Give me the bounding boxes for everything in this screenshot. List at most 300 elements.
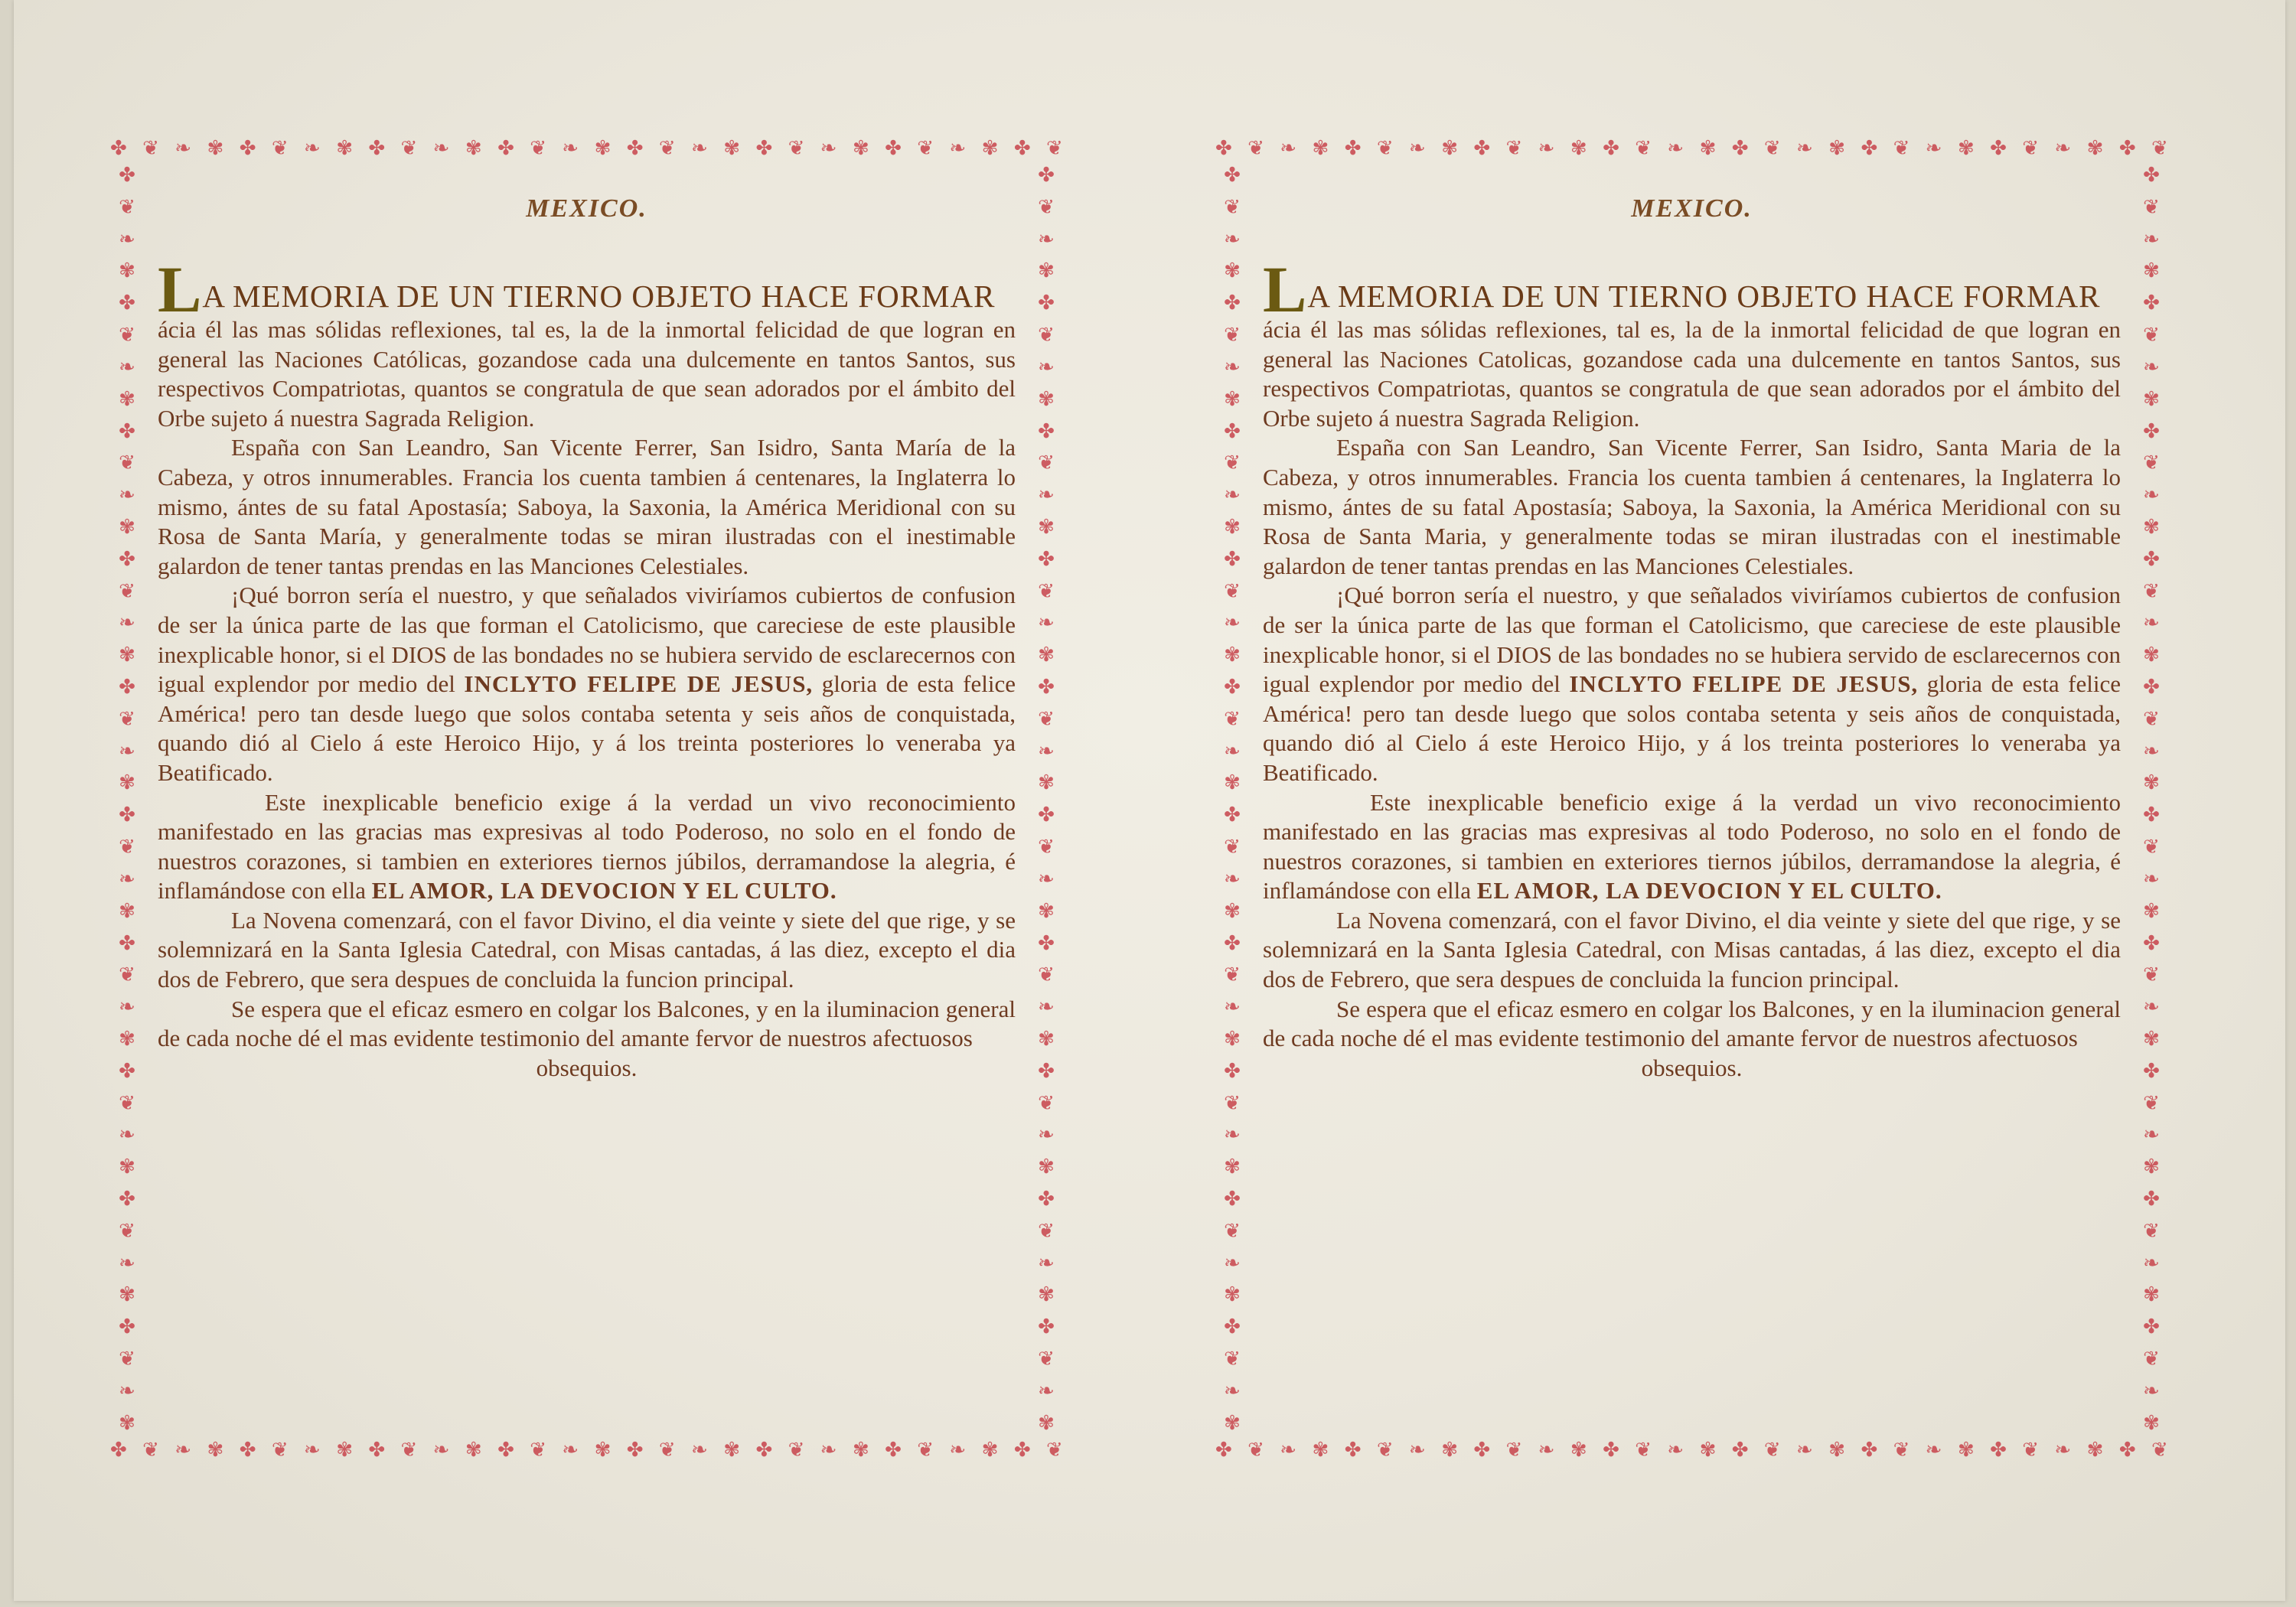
fleuron-ornament-icon: ✾ [1224,644,1241,667]
fleuron-ornament-icon: ✤ [239,137,256,160]
fleuron-ornament-icon: ❦ [119,195,135,219]
fleuron-ornament-icon: ❦ [1635,137,1652,160]
paragraph-5: La Novena comenzará, con el favor Divino, el dia veinte y siete del que rige, y se solemnizará en la Santa Iglesia Catedral, con Misas cantadas, á las diez, excepto el dia dos de Febrero, que sera despues de concluida la funcion principal. [158,906,1016,993]
fleuron-ornament-icon: ✾ [1224,1411,1241,1433]
fleuron-ornament-icon: ❧ [2143,1251,2160,1275]
fleuron-ornament-icon: ❦ [1505,1439,1523,1462]
fleuron-ornament-icon: ❦ [1038,1348,1055,1371]
fleuron-ornament-icon: ❦ [2143,451,2160,475]
fleuron-ornament-icon: ❦ [788,1439,805,1462]
fleuron-ornament-icon: ❦ [1224,579,1241,603]
fleuron-ornament-icon: ✤ [119,292,135,315]
fleuron-ornament-icon: ❧ [1038,227,1055,251]
fleuron-ornament-icon: ❦ [271,137,289,160]
fleuron-ornament-icon: ✾ [2143,1027,2160,1051]
fleuron-ornament-icon: ❧ [432,1439,450,1462]
fleuron-ornament-icon: ✾ [2086,137,2104,160]
fleuron-ornament-icon: ❧ [1224,867,1241,891]
fleuron-ornament-icon: ❧ [2143,739,2160,763]
fleuron-ornament-icon: ❦ [400,1439,418,1462]
fleuron-ornament-icon: ❧ [1224,739,1241,763]
fleuron-ornament-icon: ❧ [820,1439,837,1462]
fleuron-ornament-icon: ❧ [562,1439,579,1462]
fleuron-ornament-icon: ✤ [1224,804,1241,827]
fleuron-ornament-icon: ❧ [691,1439,708,1462]
fleuron-ornament-icon: ❧ [119,611,135,635]
fleuron-ornament-icon: ✤ [1224,1315,1241,1339]
fleuron-ornament-icon: ✤ [2143,804,2160,827]
fleuron-ornament-icon: ✾ [1038,1027,1055,1051]
fleuron-ornament-icon: ✾ [1224,515,1241,539]
fleuron-ornament-icon: ❦ [1224,1348,1241,1371]
fleuron-ornament-icon: ✾ [1570,1439,1587,1462]
fleuron-ornament-icon: ❧ [1038,1123,1055,1147]
fleuron-ornament-icon: ✤ [1603,137,1619,160]
fleuron-ornament-icon: ✾ [2143,771,2160,795]
fleuron-ornament-icon: ❧ [2143,1123,2160,1147]
fleuron-ornament-icon: ✾ [1224,1283,1241,1307]
fleuron-ornament-icon: ✤ [2143,931,2160,955]
fleuron-ornament-icon: ✤ [368,1439,386,1462]
fleuron-ornament-icon: ❦ [2143,1091,2160,1115]
fleuron-ornament-icon: ❧ [2143,611,2160,635]
fleuron-ornament-icon: ✾ [1699,137,1717,160]
fleuron-ornament-icon: ❧ [1038,484,1055,507]
fleuron-ornament-icon: ❦ [2143,836,2160,859]
fleuron-ornament-icon: ❦ [2151,137,2168,160]
fleuron-ornament-icon: ✾ [119,515,135,539]
paragraph-3-end: gloria de esta felice América! pero tan desde luego que solos contaba setenta y seis años de conquistada, quando dió al Cielo á este Heroico Hijo, y á los treinta posteriores lo veneraba ya Beatificado. [158,670,1016,786]
fleuron-ornament-icon: ✤ [497,137,514,160]
fleuron-ornament-icon: ✤ [1038,1059,1055,1083]
fleuron-ornament-icon: ✾ [207,1439,224,1462]
fleuron-ornament-icon: ❦ [1045,1439,1063,1462]
fleuron-ornament-icon: ❧ [119,484,135,507]
paragraph-3-end: gloria de esta felice América! pero tan desde luego que solos contaba setenta y seis años de conquistada, quando dió al Cielo á este Heroico Hijo, y á los treinta posteriores lo veneraba ya Beatificado. [1263,670,2121,786]
fleuron-ornament-icon: ❧ [1038,1251,1055,1275]
fleuron-ornament-icon: ❧ [2143,867,2160,891]
fleuron-ornament-icon: ❦ [917,137,934,160]
fleuron-ornament-icon: ❦ [917,1439,934,1462]
ornament-border-right [1029,165,1063,1433]
fleuron-ornament-icon: ✤ [368,137,386,160]
fleuron-ornament-icon: ✤ [1731,1439,1749,1462]
fleuron-ornament-icon: ✾ [2143,1283,2160,1307]
fleuron-ornament-icon: ❧ [1038,1379,1055,1403]
fleuron-ornament-icon: ✤ [1038,292,1055,315]
fleuron-ornament-icon: ❧ [304,1439,321,1462]
fleuron-ornament-icon: ❧ [2143,227,2160,251]
fleuron-ornament-icon: ✤ [1038,1188,1055,1211]
fleuron-ornament-icon: ✤ [1224,292,1241,315]
fleuron-ornament-icon: ❧ [2143,355,2160,379]
fleuron-ornament-icon: ❧ [119,1123,135,1147]
fleuron-ornament-icon: ✾ [207,137,224,160]
fleuron-ornament-icon: ❧ [562,137,579,160]
paragraph-3 [1263,581,2121,787]
fleuron-ornament-icon: ✾ [119,1283,135,1307]
paragraph-4 [1263,788,2121,906]
fleuron-ornament-icon: ❦ [1224,324,1241,347]
paragraph-1: ácia él las mas sólidas reflexiones, tal es, la de la inmortal felicidad de que logran en general las Naciones Catolicas, gozandose cada una dulcemente en tantos Santos, sus respectivos Compatriotas, quantos se congratula de que sean adorados por el ámbito del Orbe sujeto á nuestra Sagrada Religion. [1263,316,2121,432]
fleuron-ornament-icon: ❧ [1224,227,1241,251]
fleuron-ornament-icon: ❦ [1376,1439,1394,1462]
fleuron-ornament-icon: ❦ [1038,1219,1055,1243]
fleuron-ornament-icon: ❧ [1409,1439,1426,1462]
fleuron-ornament-icon: ❧ [2054,1439,2072,1462]
fleuron-ornament-icon: ✤ [755,137,773,160]
fleuron-ornament-icon: ✾ [1038,1411,1055,1433]
fleuron-ornament-icon: ❦ [2022,1439,2040,1462]
fleuron-ornament-icon: ✤ [1215,1439,1232,1462]
fleuron-ornament-icon: ❦ [2143,1219,2160,1243]
fleuron-ornament-icon: ✤ [119,1059,135,1083]
fleuron-ornament-icon: ✤ [1224,931,1241,955]
fleuron-ornament-icon: ✾ [465,1439,482,1462]
fleuron-ornament-icon: ❦ [1038,836,1055,859]
fleuron-ornament-icon: ✤ [239,1439,256,1462]
fleuron-ornament-icon: ✾ [1828,1439,1846,1462]
fleuron-ornament-icon: ❦ [1893,137,1910,160]
fleuron-ornament-icon: ❧ [119,1251,135,1275]
fleuron-ornament-icon: ❦ [1038,324,1055,347]
fleuron-ornament-icon: ❦ [1247,137,1264,160]
fleuron-ornament-icon: ✤ [2143,1315,2160,1339]
fleuron-ornament-icon: ✾ [981,1439,999,1462]
fleuron-ornament-icon: ✤ [1990,1439,2007,1462]
fleuron-ornament-icon: ✾ [1224,1027,1241,1051]
fleuron-ornament-icon: ❧ [1038,996,1055,1019]
fleuron-ornament-icon: ❦ [2143,707,2160,731]
fleuron-ornament-icon: ✾ [2143,515,2160,539]
fleuron-ornament-icon: ❧ [432,137,450,160]
leaf-right [1215,132,2168,1467]
fleuron-ornament-icon: ✤ [1731,137,1749,160]
fleuron-ornament-icon: ❦ [2143,195,2160,219]
fleuron-ornament-icon: ✤ [110,1439,127,1462]
fleuron-ornament-icon: ✾ [465,137,482,160]
fleuron-ornament-icon: ✾ [336,1439,353,1462]
fleuron-ornament-icon: ❧ [1667,1439,1684,1462]
fleuron-ornament-icon: ✾ [1957,137,1975,160]
fleuron-ornament-icon: ✾ [1699,1439,1717,1462]
fleuron-ornament-icon: ❧ [2143,484,2160,507]
fleuron-ornament-icon: ✾ [1828,137,1846,160]
fleuron-ornament-icon: ✾ [1224,899,1241,923]
felipe-de-jesus-name: INCLYTO FELIPE DE JESUS, [464,670,814,698]
fleuron-ornament-icon: ❦ [530,137,547,160]
fleuron-ornament-icon: ❧ [1538,137,1555,160]
fleuron-ornament-icon: ✾ [2143,899,2160,923]
fleuron-ornament-icon: ✤ [497,1439,514,1462]
fleuron-ornament-icon: ✤ [119,419,135,443]
fleuron-ornament-icon: ❦ [1763,137,1781,160]
fleuron-ornament-icon: ✤ [119,547,135,571]
fleuron-ornament-icon: ❧ [1925,137,1942,160]
fleuron-ornament-icon: ❧ [119,227,135,251]
fleuron-ornament-icon: ✾ [1038,515,1055,539]
fleuron-ornament-icon: ❦ [1224,1219,1241,1243]
fleuron-ornament-icon: ❦ [2143,579,2160,603]
felipe-de-jesus-name: INCLYTO FELIPE DE JESUS, [1569,670,1919,698]
fleuron-ornament-icon: ✤ [119,1188,135,1211]
fleuron-ornament-icon: ✾ [1038,259,1055,283]
fleuron-ornament-icon: ❦ [2151,1439,2168,1462]
paragraph-2: España con San Leandro, San Vicente Ferrer, San Isidro, Santa María de la Cabeza, y otros innumerables. Francia los cuenta tambien á centenares, la Inglaterra lo mismo, ántes de su fatal Apostasía; Saboya, la Saxonia, la América Meridional con su Rosa de Santa María, y generalmente todas se miran ilustradas con el inestimable galardon de tener tantas prendas en las Manciones Celestiales. [158,434,1016,579]
fleuron-ornament-icon: ❧ [820,137,837,160]
fleuron-ornament-icon: ❧ [119,355,135,379]
fleuron-ornament-icon: ❦ [119,451,135,475]
fleuron-ornament-icon: ✾ [1570,137,1587,160]
fleuron-ornament-icon: ❧ [119,996,135,1019]
fleuron-ornament-icon: ✾ [1038,1283,1055,1307]
fleuron-ornament-icon: ❦ [1224,963,1241,987]
ornament-border-right [2135,165,2168,1433]
paragraph-3-start: ¡Qué borron sería el nuestro, y que señalados viviríamos cubiertos de confusion de ser la única parte de las que forman el Catolicismo, que careciese de este plausible inexplicable honor, si el DIOS de las bondades no se hubiera servido de esclarecernos con igual explendor por medio del [1263,582,2121,698]
fleuron-ornament-icon: ✾ [852,137,869,160]
fleuron-ornament-icon: ✾ [1038,644,1055,667]
fleuron-ornament-icon: ❦ [1376,137,1394,160]
fleuron-ornament-icon: ❧ [2143,996,2160,1019]
paragraph-2: España con San Leandro, San Vicente Ferrer, San Isidro, Santa Maria de la Cabeza, y otros innumerables. Francia los cuenta tambien á centenares, la Inglaterra lo mismo, ántes de su fatal Apostasía; Saboya, la Saxonia, la América Meridional con su Rosa de Santa Maria, y generalmente todas se miran ilustradas con el inestimable galardon de tener tantas prendas en las Manciones Celestiales. [1263,434,2121,579]
fleuron-ornament-icon: ✾ [119,899,135,923]
fleuron-ornament-icon: ✤ [2143,676,2160,699]
fleuron-ornament-icon: ✤ [1038,1315,1055,1339]
fleuron-ornament-icon: ✤ [2143,419,2160,443]
fleuron-ornament-icon: ❧ [949,137,967,160]
fleuron-ornament-icon: ❦ [2143,963,2160,987]
paragraph-4 [158,788,1016,906]
paragraph-6: Se espera que el eficaz esmero en colgar los Balcones, y en la iluminacion general de cada noche dé el mas evidente testimonio del amante fervor de nuestros afectuosos [158,995,1016,1052]
fleuron-ornament-icon: ✤ [2143,1059,2160,1083]
fleuron-ornament-icon: ✾ [119,1156,135,1179]
lead-line [1263,253,2121,326]
fleuron-ornament-icon: ✾ [119,1411,135,1433]
fleuron-ornament-icon: ✤ [1344,1439,1362,1462]
fleuron-ornament-icon: ✾ [2143,387,2160,411]
fleuron-ornament-icon: ❦ [142,1439,159,1462]
fleuron-ornament-icon: ❦ [1224,707,1241,731]
fleuron-ornament-icon: ✤ [2118,1439,2136,1462]
fleuron-ornament-icon: ❦ [788,137,805,160]
fleuron-ornament-icon: ✾ [119,1027,135,1051]
fleuron-ornament-icon: ❧ [1038,867,1055,891]
fleuron-ornament-icon: ✾ [2143,259,2160,283]
fleuron-ornament-icon: ✤ [110,137,127,160]
fleuron-ornament-icon: ✾ [723,1439,741,1462]
lead-text: A MEMORIA DE UN TIERNO OBJETO HACE FORMAR [202,279,996,314]
closing-line: obsequios. [1641,1054,1743,1081]
fleuron-ornament-icon: ✤ [1473,1439,1491,1462]
ornament-border-bottom [1215,1433,2168,1467]
fleuron-ornament-icon: ✾ [1312,137,1329,160]
fleuron-ornament-icon: ❦ [1038,963,1055,987]
fleuron-ornament-icon: ✾ [1038,1156,1055,1179]
fleuron-ornament-icon: ✤ [2143,292,2160,315]
fleuron-ornament-icon: ❦ [119,963,135,987]
fleuron-ornament-icon: ✤ [1038,419,1055,443]
fleuron-ornament-icon: ✾ [1312,1439,1329,1462]
fleuron-ornament-icon: ✤ [2118,137,2136,160]
ornament-border-left [110,165,144,1433]
closing-line: obsequios. [536,1054,638,1081]
fleuron-ornament-icon: ❦ [1505,137,1523,160]
fleuron-ornament-icon: ❧ [1224,1379,1241,1403]
fleuron-ornament-icon: ✤ [119,676,135,699]
ornament-border-top [1215,132,2168,165]
paragraph-6: Se espera que el eficaz esmero en colgar los Balcones, y en la iluminacion general de cada noche dé el mas evidente testimonio del amante fervor de nuestros afectuosos [1263,995,2121,1052]
fleuron-ornament-icon: ✤ [1013,1439,1031,1462]
fleuron-ornament-icon: ❦ [119,707,135,731]
fleuron-ornament-icon: ❦ [1247,1439,1264,1462]
fleuron-ornament-icon: ✤ [755,1439,773,1462]
fleuron-ornament-icon: ❧ [2054,137,2072,160]
fleuron-ornament-icon: ✤ [1224,547,1241,571]
fleuron-ornament-icon: ✤ [626,1439,644,1462]
amor-devocion-culto: EL AMOR, LA DEVOCION Y EL CULTO. [1476,877,1942,905]
fleuron-ornament-icon: ❦ [530,1439,547,1462]
fleuron-ornament-icon: ❧ [1224,1123,1241,1147]
fleuron-ornament-icon: ❧ [1224,611,1241,635]
fleuron-ornament-icon: ✾ [594,137,612,160]
fleuron-ornament-icon: ❦ [2143,324,2160,347]
fleuron-ornament-icon: ❦ [1635,1439,1652,1462]
fleuron-ornament-icon: ❦ [119,836,135,859]
fleuron-ornament-icon: ✤ [119,165,135,187]
fleuron-ornament-icon: ❦ [119,1348,135,1371]
fleuron-ornament-icon: ❦ [658,137,676,160]
fleuron-ornament-icon: ✤ [1344,137,1362,160]
fleuron-ornament-icon: ❧ [1280,137,1297,160]
fleuron-ornament-icon: ❦ [119,324,135,347]
fleuron-ornament-icon: ❦ [1038,579,1055,603]
drop-cap: L [158,253,203,326]
fleuron-ornament-icon: ❦ [2022,137,2040,160]
fleuron-ornament-icon: ✤ [1224,165,1241,187]
fleuron-ornament-icon: ❧ [174,137,192,160]
fleuron-ornament-icon: ✤ [2143,165,2160,187]
ornament-border-top [110,132,1063,165]
fleuron-ornament-icon: ✤ [626,137,644,160]
fleuron-ornament-icon: ✤ [2143,547,2160,571]
fleuron-ornament-icon: ❦ [1038,707,1055,731]
fleuron-ornament-icon: ❧ [119,1379,135,1403]
fleuron-ornament-icon: ✾ [1038,771,1055,795]
fleuron-ornament-icon: ✤ [1224,1059,1241,1083]
fleuron-ornament-icon: ✤ [119,931,135,955]
ornament-border-left [1215,165,1249,1433]
fleuron-ornament-icon: ❦ [1045,137,1063,160]
fleuron-ornament-icon: ❦ [119,1219,135,1243]
fleuron-ornament-icon: ✤ [1473,137,1491,160]
fleuron-ornament-icon: ✾ [1038,899,1055,923]
fleuron-ornament-icon: ❦ [1038,1091,1055,1115]
paragraph-4-start: Este inexplicable beneficio exige á la verdad un vivo reconocimiento manifestado en las gracias mas expresivas al todo Poderoso, no solo en el fondo de nuestros corazones, si tambien en exteriores tiernos júbilos, derramandose la alegria, é inflamándose con ella [1263,788,2121,905]
fleuron-ornament-icon: ❧ [1538,1439,1555,1462]
ornament-border-bottom [110,1433,1063,1467]
fleuron-ornament-icon: ✾ [1441,1439,1458,1462]
fleuron-ornament-icon: ❦ [1038,451,1055,475]
fleuron-ornament-icon: ❧ [1280,1439,1297,1462]
page-heading: MEXICO. [1631,194,1753,223]
fleuron-ornament-icon: ✤ [1861,1439,1878,1462]
fleuron-ornament-icon: ✾ [2086,1439,2104,1462]
fleuron-ornament-icon: ✤ [1038,931,1055,955]
fleuron-ornament-icon: ❧ [1224,996,1241,1019]
fleuron-ornament-icon: ✾ [1441,137,1458,160]
fleuron-ornament-icon: ❧ [1224,355,1241,379]
fleuron-ornament-icon: ❧ [949,1439,967,1462]
fleuron-ornament-icon: ❦ [1224,451,1241,475]
leaf-left [110,132,1063,1467]
fleuron-ornament-icon: ✤ [119,1315,135,1339]
fleuron-ornament-icon: ✤ [1038,547,1055,571]
fleuron-ornament-icon: ✤ [1990,137,2007,160]
fleuron-ornament-icon: ❦ [271,1439,289,1462]
drop-cap: L [1263,253,1308,326]
fleuron-ornament-icon: ❧ [1409,137,1426,160]
fleuron-ornament-icon: ❧ [174,1439,192,1462]
lead-line [158,253,1016,326]
fleuron-ornament-icon: ❦ [1224,836,1241,859]
paragraph-5: La Novena comenzará, con el favor Divino, el dia veinte y siete del que rige, y se solemnizará en la Santa Iglesia Catedral, con Misas cantadas, á las diez, excepto el dia dos de Febrero, que sera despues de concluida la funcion principal. [1263,906,2121,993]
fleuron-ornament-icon: ✾ [2143,1156,2160,1179]
fleuron-ornament-icon: ✾ [119,644,135,667]
fleuron-ornament-icon: ❧ [1796,137,1813,160]
fleuron-ornament-icon: ✤ [1603,1439,1619,1462]
fleuron-ornament-icon: ✤ [885,137,902,160]
fleuron-ornament-icon: ✤ [1224,676,1241,699]
fleuron-ornament-icon: ❧ [1925,1439,1942,1462]
leaf-text [1263,176,2121,1420]
fleuron-ornament-icon: ❧ [1224,1251,1241,1275]
paper-sheet [14,0,2285,1601]
fleuron-ornament-icon: ✾ [2143,644,2160,667]
fleuron-ornament-icon: ✾ [594,1439,612,1462]
fleuron-ornament-icon: ❦ [142,137,159,160]
fleuron-ornament-icon: ✾ [1038,387,1055,411]
fleuron-ornament-icon: ✤ [1224,1188,1241,1211]
fleuron-ornament-icon: ❧ [1224,484,1241,507]
fleuron-ornament-icon: ❧ [2143,1379,2160,1403]
fleuron-ornament-icon: ✾ [119,259,135,283]
fleuron-ornament-icon: ❦ [1224,1091,1241,1115]
paragraph-3 [158,581,1016,787]
fleuron-ornament-icon: ❧ [1038,355,1055,379]
fleuron-ornament-icon: ❧ [304,137,321,160]
fleuron-ornament-icon: ❦ [1038,195,1055,219]
fleuron-ornament-icon: ✾ [723,137,741,160]
fleuron-ornament-icon: ✤ [1215,137,1232,160]
paragraph-4-start: Este inexplicable beneficio exige á la verdad un vivo reconocimiento manifestado en las gracias mas expresivas al todo Poderoso, no solo en el fondo de nuestros corazones, si tambien en exteriores tiernos júbilos, derramandose la alegria, é inflamándose con ella [158,788,1016,905]
fleuron-ornament-icon: ❧ [691,137,708,160]
leaf-text [158,176,1016,1420]
fleuron-ornament-icon: ✤ [1038,676,1055,699]
fleuron-ornament-icon: ✾ [1224,259,1241,283]
fleuron-ornament-icon: ✾ [336,137,353,160]
fleuron-ornament-icon: ❧ [119,739,135,763]
fleuron-ornament-icon: ✾ [1224,387,1241,411]
fleuron-ornament-icon: ❧ [1796,1439,1813,1462]
fleuron-ornament-icon: ✤ [1038,804,1055,827]
fleuron-ornament-icon: ❦ [1763,1439,1781,1462]
fleuron-ornament-icon: ✾ [981,137,999,160]
fleuron-ornament-icon: ✤ [1861,137,1878,160]
fleuron-ornament-icon: ❦ [400,137,418,160]
fleuron-ornament-icon: ❧ [1038,739,1055,763]
fleuron-ornament-icon: ✤ [885,1439,902,1462]
fleuron-ornament-icon: ❧ [119,867,135,891]
